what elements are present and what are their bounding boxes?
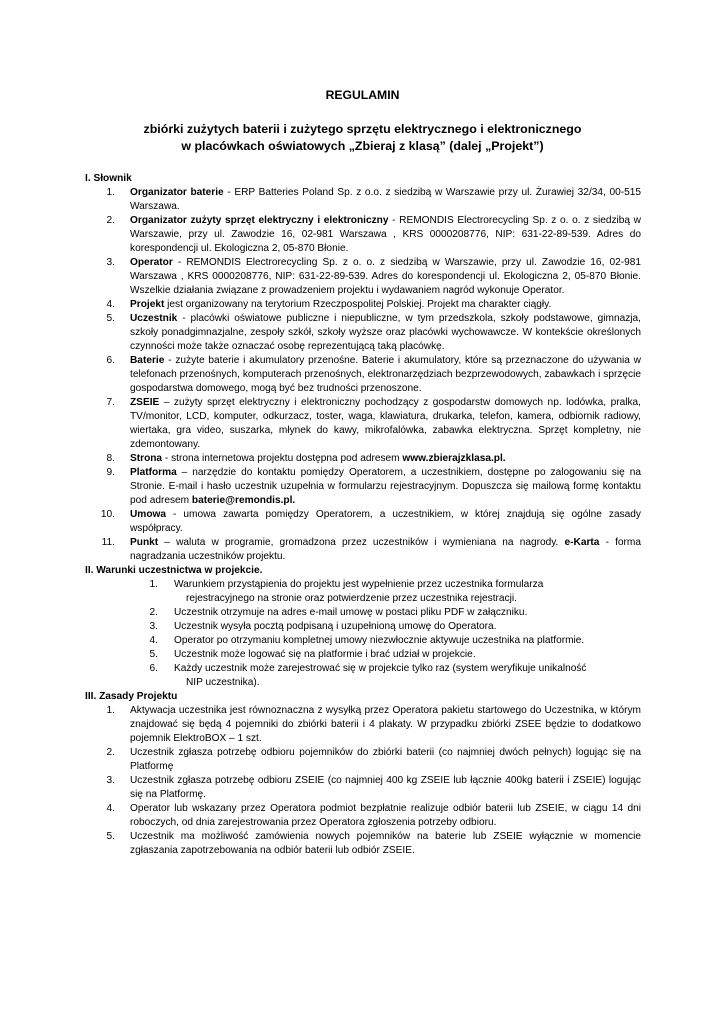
list-item: 6. Baterie - zużyte baterie i akumulatory przenośne. Baterie i akumulatory, które są przeznaczone do używania w telefonach przenośnych, komputerach przenośnych, elektronarzędziach bezprzewodowych, zabawkach i sprzęcie gospodarstwa domowego, mogą być bez trudności przenoszone. [106,355,641,394]
list-item: 8. Strona - strona internetowa projektu dostępna pod adresem www.zbierajzklasa.pl. [106,453,506,464]
list-item: 5. Uczestnik ma możliwość zamówienia nowych pojemników na baterie lub ZSEIE wyłącznie w momencie zgłaszania zapotrzebowania na odbiór baterii lub odbiór ZSEIE. [106,831,641,856]
contact-email: baterie@remondis.pl. [191,495,296,506]
document-body [85,172,641,858]
list-item: 5. Uczestnik - placówki oświatowe publiczne i niepubliczne, w tym przedszkola, szkoły podstawowe, gimnazja, szkoły ponadgimnazjalne, zespoły szkół, szkoły wyższe oraz placówki wychowawcze. W kontekście określonych czynności może także oznaczać osobę reprezentującą taką placówkę. [106,313,641,352]
document-subtitle [40,121,685,154]
document-title: REGULAMIN [325,88,400,102]
list-item: 5. Uczestnik może logować się na platformie i brać udział w projekcie. [149,649,476,660]
section-3-list [85,704,641,858]
subtitle-line-2: w placówkach oświatowych „Zbieraj z klasą” (dalej „Projekt”) [181,138,544,153]
list-item: 4. Operator po otrzymaniu kompletnej umowy niezwłocznie aktywuje uczestnika na platformie. [149,635,585,646]
list-item: 2. Organizator zużyty sprzęt elektryczny i elektroniczny - REMONDIS Electrorecycling Sp. z o. o. z siedzibą w Warszawie, przy ul. Zawodzie 16, 02-981 Warszawa , KRS 0000208776, NIP: 631-22-89-539. Adres do korespondencji ul. Ekologiczna 2, 05-870 Błonie. [106,215,641,254]
list-item: 10. Umowa - umowa zawarta pomiędzy Operatorem, a uczestnikiem, w której znajdują się ogólne zasady współpracy. [100,509,641,534]
list-item: 11. Punkt – waluta w programie, gromadzona przez uczestników i wymieniana na nagrody. e-Karta - forma nagradzania uczestników projektu. [101,537,641,562]
section-3-heading: III. Zasady Projektu [85,691,178,702]
list-item: 3. Uczestnik zgłasza potrzebę odbioru ZSEIE (co najmniej 400 kg ZSEIE lub łącznie 400kg baterii i ZSEIE) logując się na Platformę. [106,775,641,800]
list-item: 3. Uczestnik wysyła pocztą podpisaną i uzupełnioną umowę do Operatora. [149,621,497,632]
list-item: 4. Projekt jest organizowany na terytorium Rzeczpospolitej Polskiej. Projekt ma charakter ciągły. [106,299,552,310]
list-item: 1. Aktywacja uczestnika jest równoznaczna z wysyłką przez Operatora pakietu startowego do Uczestnika, w którym znajdować się będą 4 pojemniki do zbiórki baterii i 4 plakaty. W przypadku zbiórki ZSEE będzie to dodatkowo pojemnik ElektroBOX – 1 szt. [106,705,641,744]
subtitle-line-1: zbiórki zużytych baterii i zużytego sprzętu elektrycznego i elektronicznego [143,122,582,136]
list-item: 6. Każdy uczestnik może zarejestrować się w projekcie tylko raz (system weryfikuje unikalność NIP uczestnika). [149,663,587,688]
list-item: 2. Uczestnik otrzymuje na adres e-mail umowę w postaci pliku PDF w załączniku. [149,607,528,618]
list-item: 1. Warunkiem przystąpienia do projektu jest wypełnienie przez uczestnika formularza rejestracyjnego na stronie oraz potwierdzenie przez uczestnika rejestracji. [149,579,544,604]
list-item: 4. Operator lub wskazany przez Operatora podmiot bezpłatnie realizuje odbiór baterii lub ZSEIE, w ciągu 14 dni roboczych, od dnia zarejestrowania przez Operatora zgłoszenia potrzeby odbioru. [106,803,641,828]
list-item: 1. Organizator baterie - ERP Batteries Poland Sp. z o.o. z siedzibą w Warszawie przy ul. Żurawiej 32/34, 00-515 Warszawa. [106,187,641,212]
section-2-list [85,578,641,690]
section-1-list [85,186,641,564]
section-2-heading: II. Warunki uczestnictwa w projekcie. [85,565,263,576]
list-item: 2. Uczestnik zgłasza potrzebę odbioru pojemników do zbiórki baterii (co najmniej dwóch pełnych) logując się na Platformę [106,747,641,772]
list-item: 3. Operator - REMONDIS Electrorecycling Sp. z o. o. z siedzibą w Warszawie, przy ul. Zawodzie 16, 02-981 Warszawa , KRS 0000208776, NIP: 631-22-89-539. Adres do korespondencji ul. Ekologiczna 2, 05-870 Błonie. Wszelkie działania związane z prowadzeniem projektu i wydawaniem nagród wykonuje Operator. [106,257,641,296]
list-item: 7. ZSEIE – zużyty sprzęt elektryczny i elektroniczny pochodzący z gospodarstw domowych np. lodówka, pralka, TV/monitor, LCD, komputer, odkurzacz, toster, waga, klawiatura, drukarka, telefon, kamera, odbiornik radiowy, wiertaka, gra video, suszarka, młynek do kawy, mikrofalówka, zabawka elektryczna. Sprzęt kompletny, nie zdemontowany. [106,397,641,450]
website-url: www.zbierajzklasa.pl. [402,453,506,464]
list-item: 9. Platforma – narzędzie do kontaktu pomiędzy Operatorem, a uczestnikiem, dostępne po zalogowaniu się na Stronie. E-mail i hasło uczestnik uzupełnia w formularzu rejestracyjnym. Dopuszcza się mailową formę kontaktu pod adresem baterie@remondis.pl. [106,467,641,506]
section-1-heading: I. Słownik [85,173,132,184]
